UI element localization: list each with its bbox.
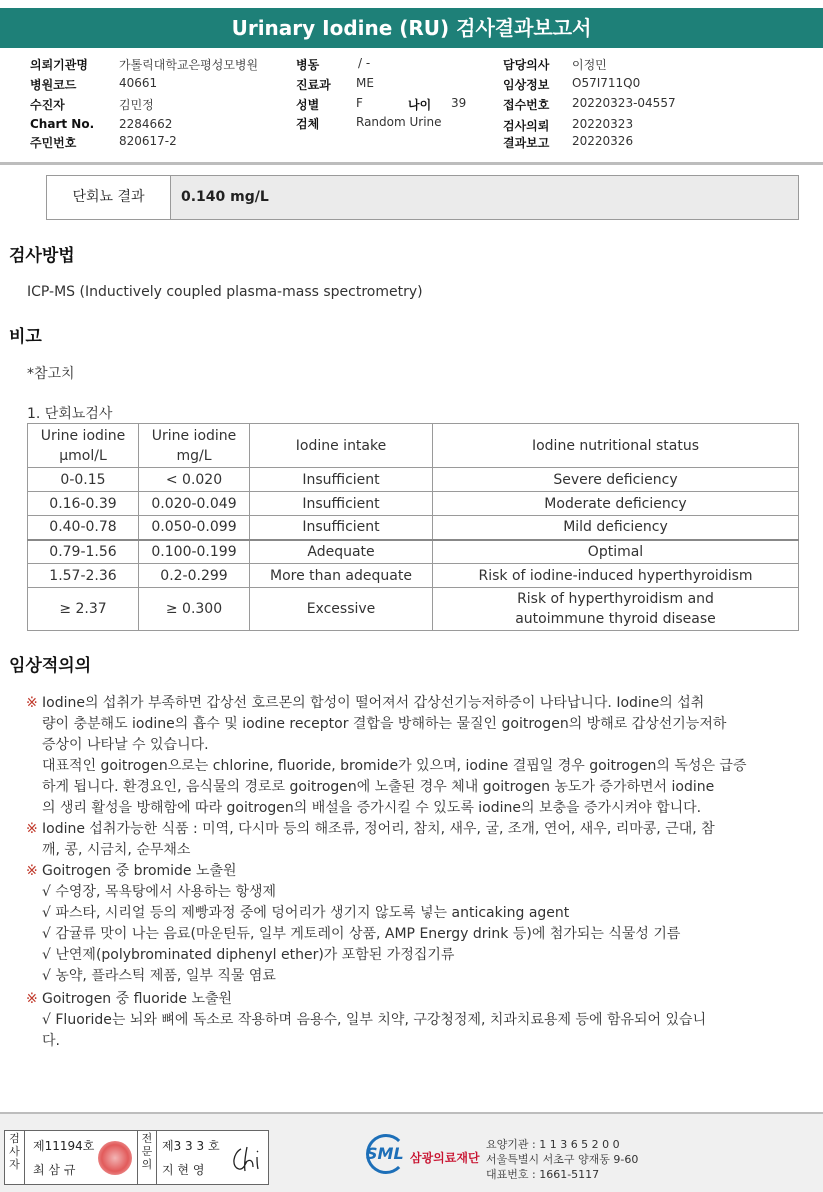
age-label: 나이	[408, 98, 432, 112]
header-divider	[0, 162, 823, 165]
collector-value: 김민정	[119, 98, 154, 112]
result-box	[46, 175, 799, 220]
table-cell: ≥ 0.300	[139, 588, 250, 631]
table-cell: 0.050-0.099	[139, 516, 250, 540]
collector-label: 수진자	[30, 98, 65, 112]
table-cell: Optimal	[433, 540, 799, 564]
signature-icon	[227, 1141, 265, 1177]
hospital-code-label: 병원코드	[30, 78, 77, 92]
specimen-label: 검체	[296, 117, 320, 131]
table-cell: Risk of hyperthyroidism and autoimmune thyroid disease	[433, 588, 799, 631]
report-date-label: 결과보고	[503, 136, 550, 150]
agency-number: 요양기관 : 1 1 3 6 5 2 0 0	[486, 1138, 620, 1151]
method-text: ICP-MS (Inductively coupled plasma-mass spectrometry)	[27, 284, 423, 300]
list-item: √ 파스타, 시리얼 등의 제빵과정 중에 덩어리가 생기지 않도록 넣는 anticaking agent	[42, 905, 570, 921]
hospital-code-value: 40661	[119, 76, 158, 90]
signature-box	[4, 1130, 269, 1185]
list-item: √ 농약, 플라스틱 제품, 일부 직물 염료	[42, 968, 276, 984]
result-value: 0.140 mg/L	[181, 189, 269, 205]
table-cell: 0.020-0.049	[139, 492, 250, 516]
table-row	[28, 468, 799, 492]
list-item: √ Fluoride는 뇌와 뼈에 독소로 작용하며 음용수, 일부 치약, 구강청정제, 치과치료용제 등에 함유되어 있습니	[42, 1012, 707, 1028]
table-cell: More than adequate	[250, 564, 433, 588]
table-cell: Mild deficiency	[433, 516, 799, 540]
table-cell: Insufficient	[250, 468, 433, 492]
note-fluoride-sources: ※ Goitrogen 중 fluoride 노출원 √ Fluoride는 뇌와 뼈에 독소로 작용하며 음용수, 일부 치약, 구강청정제, 치과치료용제 등에 함유되어 있습니 다.	[26, 989, 786, 1052]
list-item: √ 수영장, 목욕탕에서 사용하는 항생제	[42, 884, 277, 900]
table-cell: 0.100-0.199	[139, 540, 250, 564]
receipt-no-label: 접수번호	[503, 98, 550, 112]
table-cell: 0.40-0.78	[28, 516, 139, 540]
table-cell: Excessive	[250, 588, 433, 631]
method-heading: 검사방법	[9, 246, 75, 266]
table-row	[28, 492, 799, 516]
result-label: 단회뇨 결과	[47, 176, 171, 219]
report-title: Urinary Iodine (RU) 검사결과보고서	[0, 8, 823, 48]
note-mark: ※	[26, 695, 38, 711]
tester-seal-icon	[98, 1141, 132, 1175]
org-phone: 대표번호 : 1661-5117	[486, 1168, 600, 1181]
org-name: 삼광의료재단	[410, 1151, 480, 1165]
chart-no-label: Chart No.	[30, 117, 95, 131]
column-header: Urine iodine μmol/L	[28, 424, 139, 468]
note-mark: ※	[26, 863, 38, 879]
ward-label: 병동	[296, 58, 320, 72]
request-date-value: 20220323	[572, 117, 634, 131]
table-title: 1. 단회뇨검사	[27, 406, 113, 422]
resident-no-label: 주민번호	[30, 136, 77, 150]
ward-value: / -	[358, 56, 371, 70]
note-mark: ※	[26, 821, 38, 837]
table-cell: 1.57-2.36	[28, 564, 139, 588]
reference-table	[27, 423, 799, 631]
resident-no-value: 820617-2	[119, 134, 177, 148]
table-row	[28, 540, 799, 564]
institution-value: 가톨릭대학교은평성모병원	[119, 58, 259, 72]
note-mark: ※	[26, 991, 38, 1007]
clinical-notes	[26, 693, 786, 1052]
note-iodine-foods: ※ Iodine 섭취가능한 식품 : 미역, 다시마 등의 해조류, 정어리, 참치, 새우, 굴, 조개, 연어, 새우, 리마콩, 근대, 참 깨, 콩, 시금치, 순무채소	[26, 821, 715, 858]
department-value: ME	[356, 76, 374, 90]
remarks-heading: 비고	[9, 327, 42, 347]
age-value: 39	[451, 96, 467, 110]
request-date-label: 검사의뢰	[503, 119, 550, 133]
report-header	[0, 54, 823, 156]
table-cell: Insufficient	[250, 492, 433, 516]
table-row	[28, 588, 799, 631]
tester-name: 최 삼 규	[33, 1163, 76, 1177]
note-iodine-deficiency: ※ Iodine의 섭취가 부족하면 갑상선 호르몬의 합성이 떨어져서 갑상선기능저하증이 나타납니다. Iodine의 섭취 량이 충분해도 iodine의 흡수 및 iodine receptor 결합을 방해하는 물질인 goitrogen의 방해로 갑상선기능저하 증상이 나타날 수 있습니다. 대표적인 goitrogen으로는 chlorine, fluoride, bromide가 있으며, iodine 결핍일 경우 goitrogen의 독성은 급증 하게 됩니다. 환경요인, 음식물의 경로로 goitrogen에 노출된 경우 체내 goitrogen 농도가 증가하면서 iodine 의 생리 활성을 방해함에 따라 goitrogen의 배설을 증가시킬 수 있도록 iodine의 보충을 증가시켜야 합니다.	[26, 695, 747, 816]
list-item: √ 난연제(polybrominated diphenyl ether)가 포함된 가정집기류	[42, 947, 455, 963]
table-cell: < 0.020	[139, 468, 250, 492]
column-header: Iodine nutritional status	[433, 424, 799, 468]
chart-no-value: 2284662	[119, 117, 173, 131]
specialist-label: 전 문 의	[137, 1131, 157, 1184]
table-cell: Risk of iodine-induced hyperthyroidism	[433, 564, 799, 588]
table-cell: 0.79-1.56	[28, 540, 139, 564]
report-footer	[0, 1112, 823, 1192]
clinical-info-label: 임상정보	[503, 78, 550, 92]
doctor-value: 이정민	[572, 58, 607, 72]
sex-label: 성별	[296, 98, 320, 112]
table-cell: Adequate	[250, 540, 433, 564]
specialist-name: 지 현 영	[162, 1163, 205, 1177]
table-cell: Insufficient	[250, 516, 433, 540]
table-header-row	[28, 424, 799, 468]
department-label: 진료과	[296, 78, 331, 92]
reference-label: *참고치	[27, 366, 75, 382]
tester-license: 제11194호	[33, 1139, 95, 1153]
table-cell: 0-0.15	[28, 468, 139, 492]
report-date-value: 20220326	[572, 134, 634, 148]
table-cell: 0.2-0.299	[139, 564, 250, 588]
table-row	[28, 516, 799, 540]
table-cell: Severe deficiency	[433, 468, 799, 492]
column-header: Urine iodine mg/L	[139, 424, 250, 468]
list-item: √ 감귤류 맛이 나는 음료(마운틴듀, 일부 게토레이 상품, AMP Energy drink 등)에 첨가되는 식물성 기름	[42, 926, 681, 942]
org-logo-text: SML	[366, 1144, 404, 1163]
clinical-info-value: O57I711Q0	[572, 76, 641, 90]
specimen-value: Random Urine	[356, 115, 442, 129]
receipt-no-value: 20220323-04557	[572, 96, 676, 110]
table-cell: 0.16-0.39	[28, 492, 139, 516]
doctor-label: 담당의사	[503, 58, 550, 72]
column-header: Iodine intake	[250, 424, 433, 468]
org-address: 서울특별시 서초구 양재동 9-60	[486, 1153, 639, 1166]
table-cell: ≥ 2.37	[28, 588, 139, 631]
note-bromide-sources: ※ Goitrogen 중 bromide 노출원 √ 수영장, 목욕탕에서 사용하는 항생제 √ 파스타, 시리얼 등의 제빵과정 중에 덩어리가 생기지 않도록 넣는 anticaking agent √ 감귤류 맛이 나는 음료(마운틴듀, 일부 게토레이 상품, AMP Energy drink 등)에 첨가되는 식물성 기름 √ 난연제(polybrominated diphenyl ether)가 포함된 가정집기류 √ 농약, 플라스틱 제품, 일부 직물 염료	[26, 861, 786, 987]
tester-label: 검 사 자	[5, 1131, 25, 1184]
table-cell: Moderate deficiency	[433, 492, 799, 516]
institution-label: 의뢰기관명	[30, 58, 88, 72]
specialist-license: 제3 3 3 호	[162, 1139, 220, 1153]
clinical-heading: 임상적의의	[9, 656, 92, 676]
sex-value: F	[356, 96, 363, 110]
table-row	[28, 564, 799, 588]
